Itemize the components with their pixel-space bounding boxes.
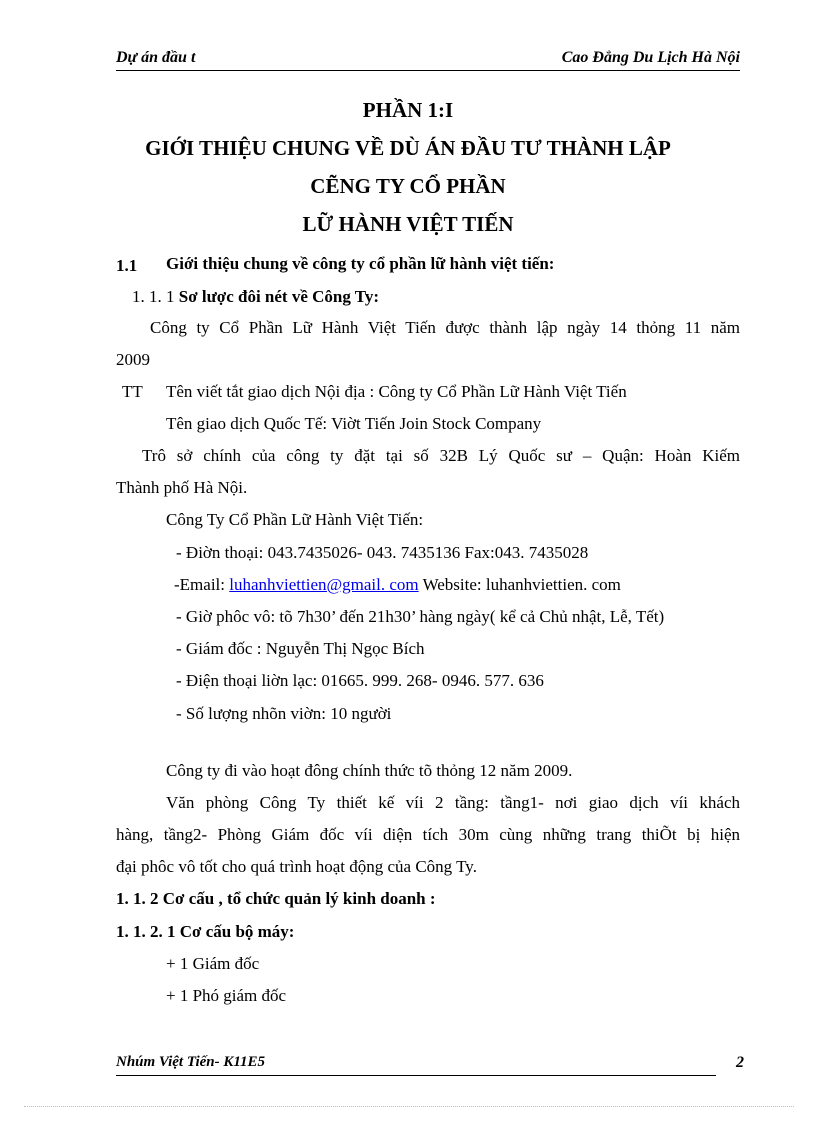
org-item-2: + 1 Phó giám đốc [166,986,287,1005]
contact-hours: - Giờ phôc vô: tõ 7h30’ đến 21h30’ hàng ngày( kể cả Chủ nhật, Lễ, Tết) [176,607,665,626]
header-right-text: Cao Đẳng Du Lịch Hà Nội [561,49,740,66]
contact-staff: - Số lượng nhõn viờn: 10 người [176,704,392,723]
title-line-4: LỮ HÀNH VIỆT TIẾN [302,212,514,236]
section-1-1-2-heading: 1. 1. 2 Cơ cấu , tổ chức quản lý kinh doanh : [116,889,436,908]
email-link[interactable]: luhanhviettien@gmail. com [229,575,419,594]
header-left-text: Dự án đầu t [116,49,196,66]
section-1-1-2-1-heading: 1. 1. 2. 1 Cơ cấu bộ máy: [116,922,295,941]
footer-left-text: Nhúm Việt Tiến- K11E5 [116,1054,266,1070]
title-line-3: CẼNG TY CỔ PHẦN [310,174,506,198]
page-footer [116,1054,716,1076]
international-name: Tên giao dịch Quốc Tế: Viờt Tiến Join Stock Company [166,414,542,433]
contact-phone: - Điờn thoại: 043.7435026- 043. 7435136 Fax:043. 7435028 [176,543,589,562]
intro-line-2: 2009 [116,350,150,369]
title-line-2: GIỚI THIỆU CHUNG VỀ DÙ ÁN ĐẦU TƯ THÀNH LẬP [145,136,671,160]
section-1-1-1-heading [132,287,379,307]
website-text: Website: luhanhviettien. com [422,575,621,594]
page-number: 2 [736,1054,744,1071]
office-line-3: đại phôc vô tốt cho quá trình hoạt động của Công Ty. [116,857,477,876]
org-item-1: + 1 Giám đốc [166,954,260,973]
operation-start: Công ty đi vào hoạt đông chính thức tõ thỏng 12 năm 2009. [166,761,573,780]
page-bottom-edge [24,1106,794,1107]
office-line-2: hàng, tầng2- Phòng Giám đốc víi diện tích 30m cùng những trang thiÕt bị hiện [116,825,740,844]
domestic-name: Tên viết tắt giao dịch Nội địa : Công ty Cổ Phần Lữ Hành Việt Tiến [166,382,627,401]
section-1-1-number: 1.1 [116,256,138,275]
page-header [116,48,740,71]
contact-email-row [174,575,621,595]
section-1-1-heading: Giới thiệu chung về công ty cổ phần lữ hành việt tiến: [166,254,555,273]
section-1-1-1-number: 1. 1. 1 [132,287,175,306]
address-line-1: Trô sở chính của công ty đặt tại số 32B Lý Quốc sư – Quận: Hoàn Kiếm [142,446,740,465]
contact-hotline: - Điện thoại liờn lạc: 01665. 999. 268- 0946. 577. 636 [176,671,544,690]
office-line-1: Văn phòng Công Ty thiết kế víi 2 tầng: tầng1- nơi giao dịch víi khách [166,793,740,812]
names-prefix: TT [122,382,143,401]
contact-company: Công Ty Cổ Phần Lữ Hành Việt Tiến: [166,510,424,529]
contact-director: - Giám đốc : Nguyễn Thị Ngọc Bích [176,639,425,658]
title-line-1: PHẦN 1:I [362,98,454,122]
address-line-2: Thành phố Hà Nội. [116,478,248,497]
email-label: -Email: [174,575,225,594]
intro-line-1: Công ty Cổ Phần Lữ Hành Việt Tiến được thành lập ngày 14 thỏng 11 năm [150,318,740,337]
section-1-1-1-title: Sơ lược đôi nét về Công Ty: [178,287,380,306]
